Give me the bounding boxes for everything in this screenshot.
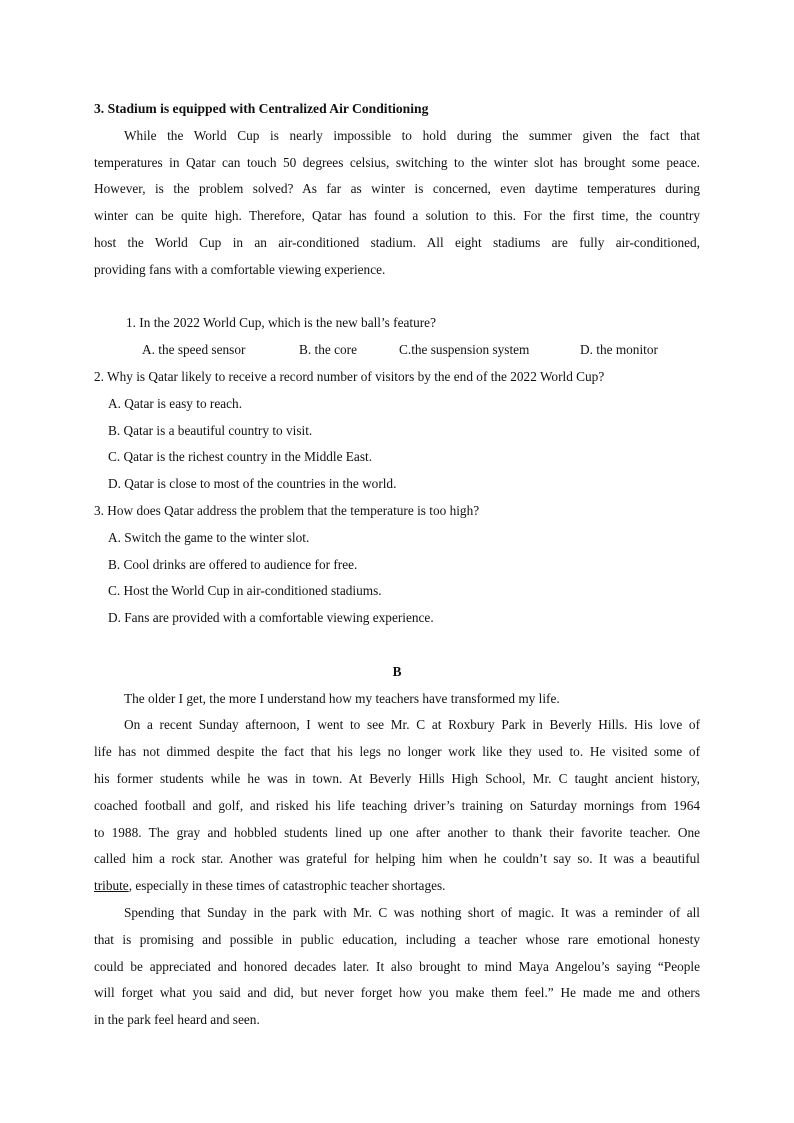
paragraph-line: to 1988. The gray and hobbled students lined up one after another to thank their favorite teacher. One xyxy=(94,824,700,840)
paragraph-line xyxy=(94,873,700,900)
paragraph-line: While the World Cup is nearly impossible to hold during the summer given the fact that xyxy=(124,127,700,143)
question-3-option-d: D. Fans are provided with a comfortable viewing experience. xyxy=(108,610,434,626)
question-1-options xyxy=(94,337,700,364)
spacer xyxy=(94,284,700,311)
question-2-option-a: A. Qatar is easy to reach. xyxy=(108,395,243,411)
paragraph-line: called him a rock star. Another was grateful for helping him when he couldn’t say so. It was a beautiful xyxy=(94,851,700,867)
question-3-option-c: C. Host the World Cup in air-conditioned stadiums. xyxy=(108,583,382,599)
paragraph-line: host the World Cup in an air-conditioned stadium. All eight stadiums are fully air-conditioned, xyxy=(94,234,700,250)
passage-label: B xyxy=(392,663,402,679)
spacer xyxy=(94,632,700,659)
question-1-option-c: C.the suspension system xyxy=(399,342,530,358)
paragraph-line: coached football and golf, and risked his life teaching driver’s training on Saturday mornings from 1964 xyxy=(94,797,700,813)
paragraph-text: , especially in these times of catastrophic teacher shortages. xyxy=(128,878,446,894)
paragraph-line: in the park feel heard and seen. xyxy=(94,1012,260,1028)
question-1-option-d: D. the monitor xyxy=(580,342,658,358)
paragraph-line: his former students while he was in town. At Beverly Hills High School, Mr. C taught ancient history, xyxy=(94,770,700,786)
question-1-option-a: A. the speed sensor xyxy=(142,342,246,358)
question-2-option-d: D. Qatar is close to most of the countries in the world. xyxy=(108,476,397,492)
question-2-stem: 2. Why is Qatar likely to receive a record number of visitors by the end of the 2022 World Cup? xyxy=(94,368,605,384)
paragraph-line: winter can be quite high. Therefore, Qatar has found a solution to this. For the first time, the country xyxy=(94,208,700,224)
paragraph-line: providing fans with a comfortable viewing experience. xyxy=(94,261,386,277)
paragraph-line: will forget what you said and did, but never forget how you make them feel.” He made me and others xyxy=(94,985,700,1001)
paragraph-line: life has not dimmed despite the fact that his legs no longer work like they used to. He visited some of xyxy=(94,744,700,760)
question-3-stem: 3. How does Qatar address the problem that the temperature is too high? xyxy=(94,502,480,518)
underlined-word: tribute xyxy=(94,878,129,894)
paragraph-line: Spending that Sunday in the park with Mr. C was nothing short of magic. It was a reminder of all xyxy=(124,904,700,920)
paragraph-line: The older I get, the more I understand how my teachers have transformed my life. xyxy=(124,690,560,706)
document-page xyxy=(94,96,700,1034)
paragraph-line: However, is the problem solved? As far as winter is concerned, even daytime temperatures during xyxy=(94,181,700,197)
paragraph-line: that is promising and possible in public education, including a teacher whose rare emotional honesty xyxy=(94,931,700,947)
question-2-option-b: B. Qatar is a beautiful country to visit. xyxy=(108,422,313,438)
question-2-option-c: C. Qatar is the richest country in the Middle East. xyxy=(108,449,373,465)
question-3-option-a: A. Switch the game to the winter slot. xyxy=(108,529,310,545)
question-3-option-b: B. Cool drinks are offered to audience for free. xyxy=(108,556,358,572)
section-heading: 3. Stadium is equipped with Centralized Air Conditioning xyxy=(94,101,429,116)
question-1-option-b: B. the core xyxy=(299,342,357,358)
paragraph-line: could be appreciated and honored decades later. It also brought to mind Maya Angelou’s saying “People xyxy=(94,958,700,974)
question-1-stem: 1. In the 2022 World Cup, which is the new ball’s feature? xyxy=(126,315,436,331)
paragraph-line: On a recent Sunday afternoon, I went to see Mr. C at Roxbury Park in Beverly Hills. His love of xyxy=(124,717,700,733)
paragraph-line: temperatures in Qatar can touch 50 degrees celsius, switching to the winter slot has brought some peace. xyxy=(94,154,700,170)
